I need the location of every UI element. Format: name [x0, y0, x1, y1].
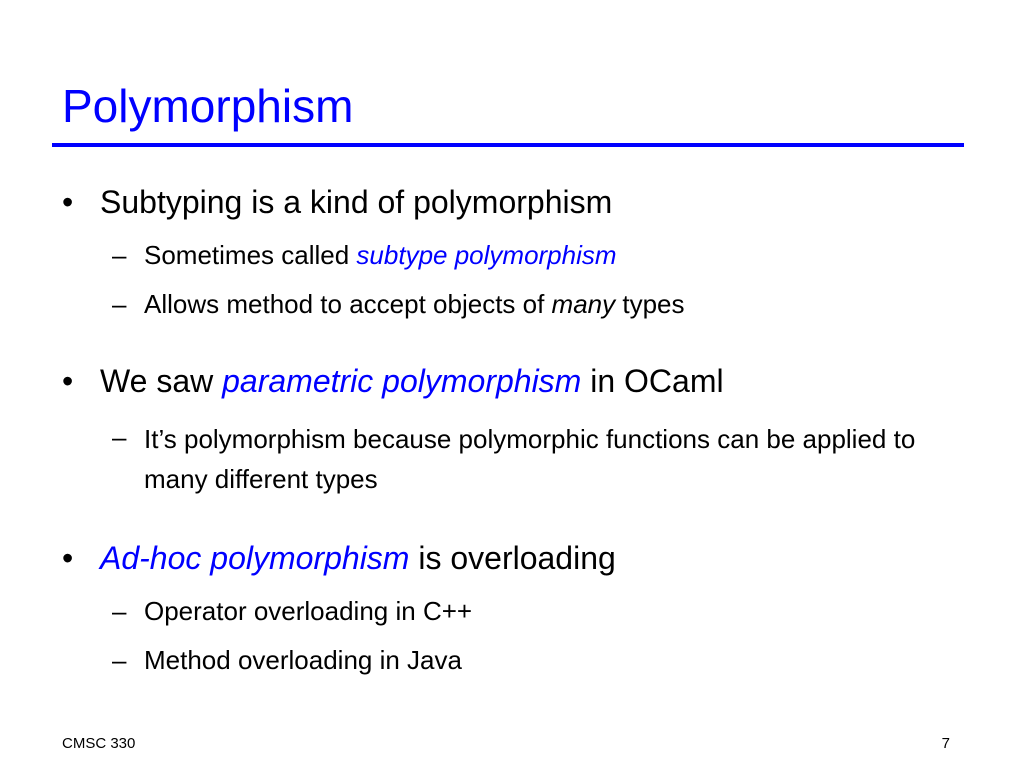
bullet-text — [100, 361, 724, 401]
sub-item-text-main: Sometimes called — [144, 240, 357, 270]
bullet-text-tail: in OCaml — [581, 363, 724, 399]
slide-title: Polymorphism — [62, 80, 354, 132]
emphasis-term: subtype polymorphism — [356, 240, 617, 270]
emphasis-term: Ad-hoc polymorphism — [100, 540, 410, 576]
dash-glyph: – — [112, 240, 127, 270]
title-underline — [52, 143, 964, 147]
bullet-text-main: We saw — [100, 363, 223, 399]
sub-item-text — [144, 237, 617, 273]
bullet-glyph: • — [62, 540, 74, 576]
footer-page-number: 7 — [941, 735, 950, 752]
dash-glyph: – — [112, 422, 127, 452]
bullet-glyph: • — [62, 184, 74, 220]
bullet-text-main: Subtyping is a kind of polymorphism — [100, 184, 613, 220]
bullet-text — [100, 538, 616, 578]
emphasis-term: parametric polymorphism — [222, 363, 582, 399]
sub-item-text-main: Allows method to accept objects of — [144, 289, 552, 319]
sub-item-text-tail: types — [615, 289, 685, 319]
bullet-text — [100, 182, 612, 222]
sub-item-text: It’s polymorphism because polymorphic functions can be applied to many different types — [144, 424, 916, 494]
emphasis-word: many — [551, 289, 616, 319]
sub-item-text — [144, 286, 685, 322]
bullet-text-tail: is overloading — [409, 540, 616, 576]
footer-course: CMSC 330 — [62, 735, 136, 752]
dash-glyph: – — [112, 289, 127, 319]
dash-glyph: – — [112, 596, 127, 626]
bullet-glyph: • — [62, 363, 74, 399]
sub-item-text: Operator overloading in C++ — [144, 596, 473, 626]
sub-item-text: Method overloading in Java — [144, 645, 462, 675]
dash-glyph: – — [112, 645, 127, 675]
